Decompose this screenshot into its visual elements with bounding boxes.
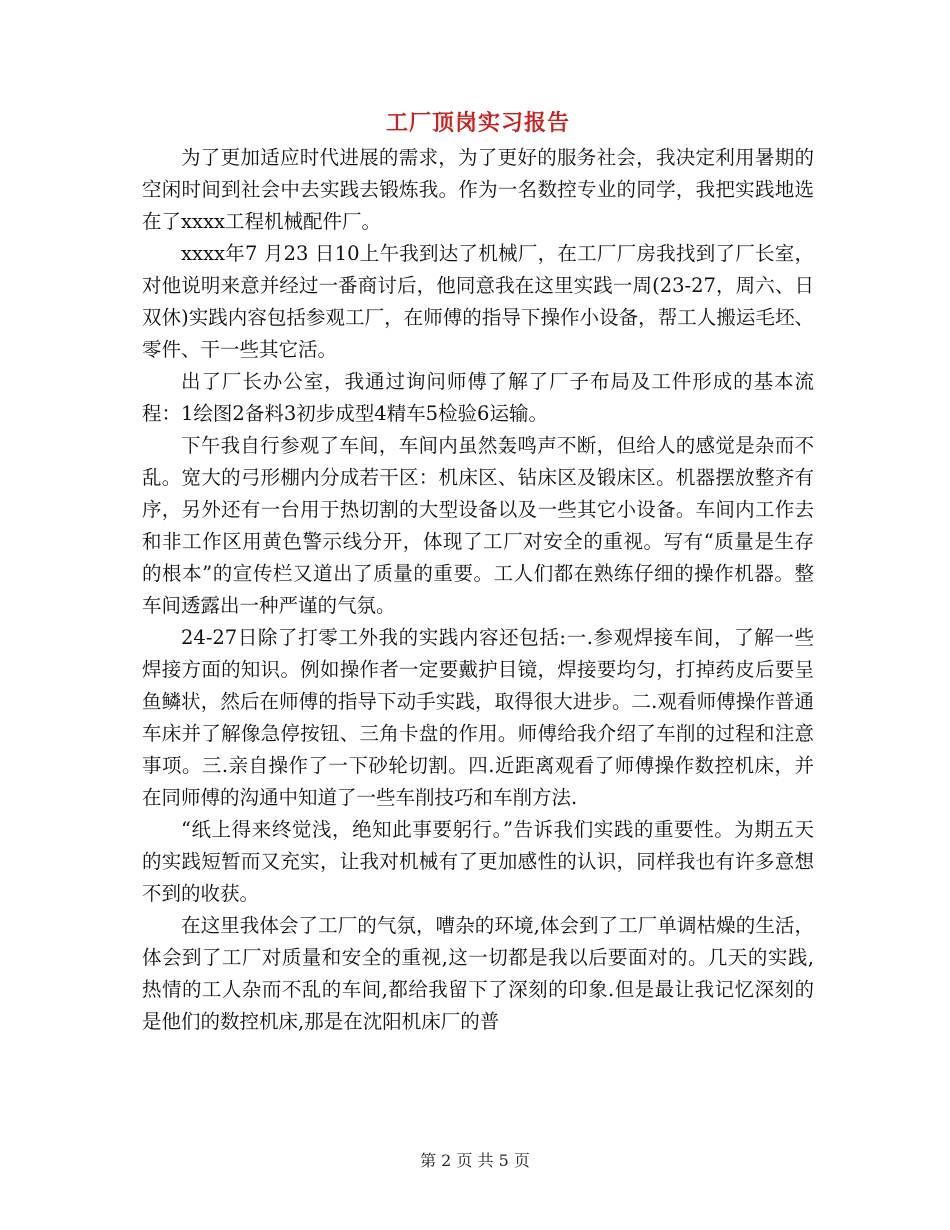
footer-total-pages: 5 <box>498 1151 509 1170</box>
footer-mid: 页 共 <box>456 1151 494 1170</box>
paragraph-6: “纸上得来终觉浅，绝知此事要躬行。”告诉我们实践的重要性。为期五天的实践短暂而又充实，让我对机械有了更加感性的认识，同样我也有许多意想不到的收获。 <box>142 818 814 905</box>
paragraph-7: 在这里我体会了工厂的气氛，嘈杂的环境,体会到了工厂单调枯燥的生活，体会到了工厂对质量和安全的重视,这一切都是我以后要面对的。几天的实践,热情的工人杂而不乱的车间,都给我留下了深刻的印象.但是最让我记忆深刻的是他们的数控机床,那是在沈阳机床厂的普 <box>142 914 814 1033</box>
paragraph-2: xxxx年7 月23 日10上午我到达了机械厂，在工厂厂房我找到了厂长室，对他说明来意并经过一番商讨后，他同意我在这里实践一周(23-27，周六、日双休)实践内容包括参观工厂，在师傅的指导下操作小设备，帮工人搬运毛坯、零件、干一些其它活。 <box>142 242 814 361</box>
document-title: 工厂顶岗实习报告 <box>385 110 570 136</box>
paragraph-4: 下午我自行参观了车间，车间内虽然轰鸣声不断，但给人的感觉是杂而不乱。宽大的弓形棚内分成若干区：机床区、钻床区及锻床区。机器摆放整齐有序，另外还有一台用于热切割的大型设备以及一些其它小设备。车间内工作去和非工作区用黄色警示线分开，体现了工厂对安全的重视。写有“质量是生存的根本”的宣传栏又道出了质量的重要。工人们都在熟练仔细的操作机器。整车间透露出一种严谨的气氛。 <box>142 434 814 617</box>
paragraph-5: 24-27日除了打零工外我的实践内容还包括:一.参观焊接车间，了解一些焊接方面的知识。例如操作者一定要戴护目镜，焊接要均匀，打掉药皮后要呈鱼鳞状，然后在师傅的指导下动手实践，取得很大进步。二.观看师傅操作普通车床并了解像急停按钮、三角卡盘的作用。师傅给我介绍了车削的过程和注意事项。三.亲自操作了一下砂轮切割。四.近距离观看了师傅操作数控机床，并在同师傅的沟通中知道了一些车削技巧和车削方法. <box>142 626 814 809</box>
footer-suffix: 页 <box>513 1151 530 1170</box>
paragraph-3: 出了厂长办公室，我通过询问师傅了解了厂子布局及工件形成的基本流程：1绘图2备料3初步成型4精车5检验6运输。 <box>142 370 814 425</box>
footer-current-page: 2 <box>441 1151 452 1170</box>
page-footer <box>0 1150 950 1172</box>
paragraph-1: 为了更加适应时代进展的需求，为了更好的服务社会，我决定利用暑期的空闲时间到社会中去实践去锻炼我。作为一名数控专业的同学，我把实践地选在了xxxx工程机械配件厂。 <box>142 146 814 233</box>
document-page <box>142 108 814 1038</box>
footer-prefix: 第 <box>420 1151 437 1170</box>
